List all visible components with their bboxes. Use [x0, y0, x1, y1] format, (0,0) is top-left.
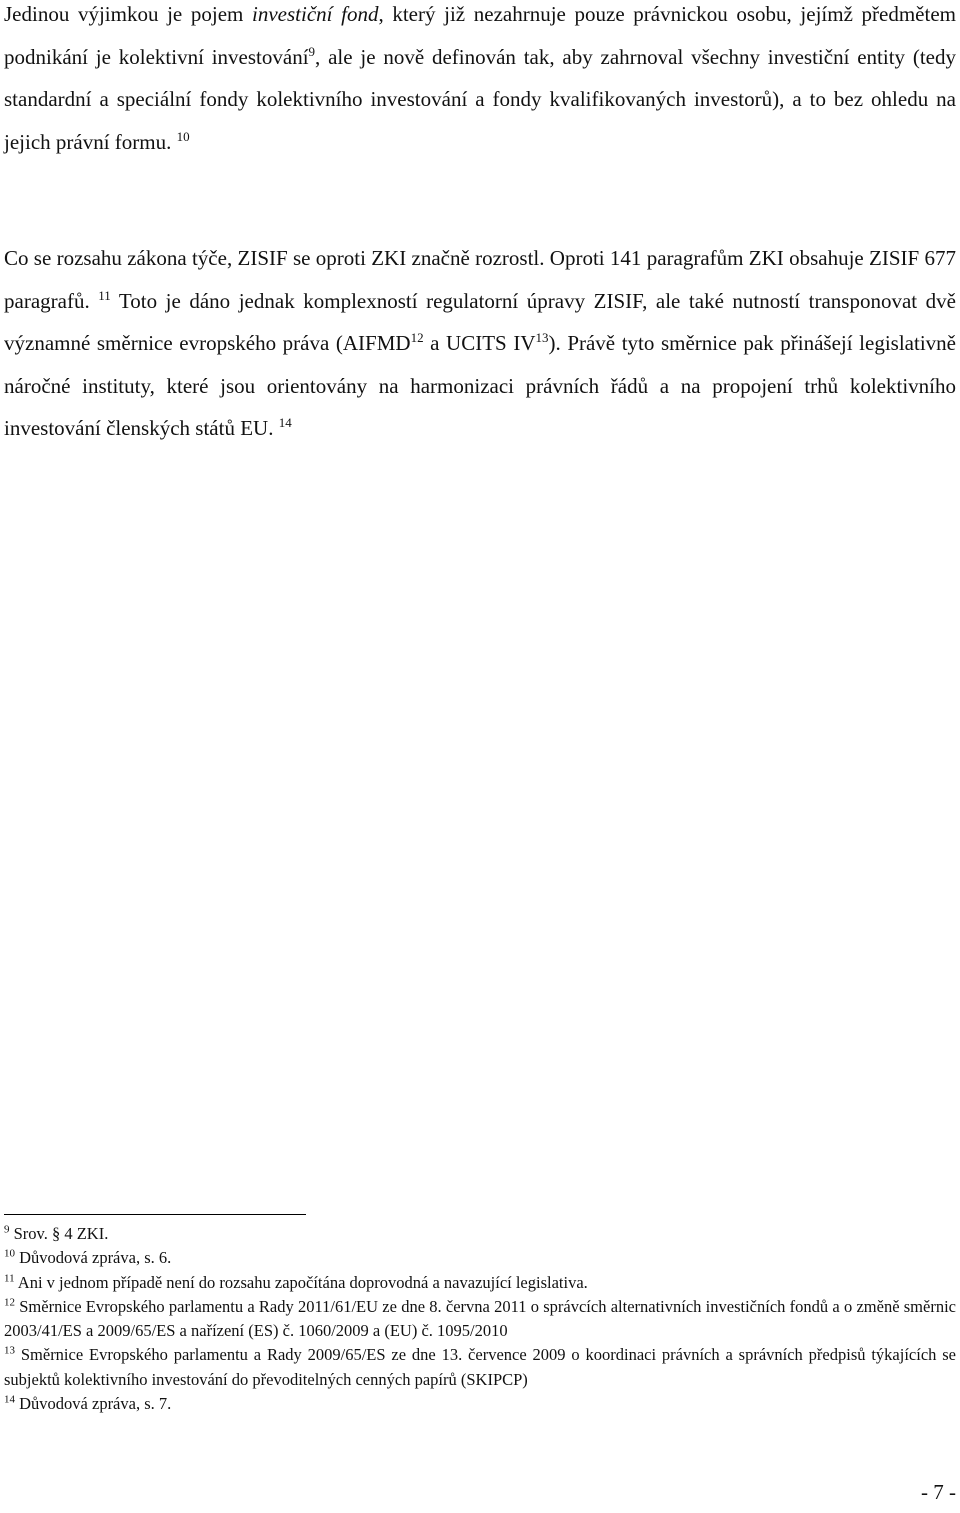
footnote-13 — [4, 1343, 956, 1392]
body-paragraph-1 — [4, 0, 956, 163]
page-number: - 7 - — [921, 1480, 956, 1504]
footnote-text: Důvodová zpráva, s. 7. — [15, 1394, 172, 1414]
paragraph-text: , ale je nově definován tak, aby zahrnoval všechny investiční entity (tedy standardní a speciální fondy kolektivního investování a fondy kvalifikovaných investorů), a to bez ohledu na jejich právní formu. — [4, 44, 956, 154]
footnote-text: Směrnice Evropského parlamentu a Rady 2011/61/EU ze dne 8. června 2011 o správcích alternativních investičních fondů a o změně směrnic 2003/41/ES a 2009/65/ES a nařízení (ES) č. 1060/2009 a (EU) č. 1095/2010 — [4, 1296, 956, 1341]
paragraph-text: , který již nezahrnuje pouze právnickou osobu, jejímž předmětem podnikání je kolektivní investování — [4, 2, 956, 69]
paragraph-text: Toto je dáno jednak komplexností regulatorní úpravy ZISIF, ale také nutností transponovat dvě významné směrnice evropského práva (AIFMD — [4, 288, 956, 355]
body-paragraph-2 — [4, 237, 956, 450]
footnote-number: 13 — [4, 1344, 15, 1357]
footnote-separator — [4, 1214, 306, 1215]
footnote-reference: 12 — [410, 330, 424, 345]
paragraph-text: a UCITS IV — [423, 331, 536, 355]
paragraph-text: Jedinou výjimkou je pojem — [4, 2, 253, 26]
footnote-number: 9 — [4, 1223, 10, 1236]
footnote-reference: 11 — [98, 287, 111, 303]
footnotes — [4, 1222, 956, 1416]
footnote-9 — [4, 1222, 956, 1246]
footnote-number: 10 — [4, 1247, 15, 1260]
footnote-12 — [4, 1295, 956, 1344]
footnote-reference: 10 — [176, 128, 190, 144]
footnote-text: Ani v jednom případě není do rozsahu započítána doprovodná a navazující legislativa. — [14, 1272, 588, 1292]
footnote-text: Důvodová zpráva, s. 6. — [15, 1248, 172, 1268]
footnote-10 — [4, 1246, 956, 1270]
footnote-reference: 9 — [308, 43, 316, 59]
footnote-11 — [4, 1271, 956, 1295]
footnote-reference: 13 — [535, 330, 549, 345]
footnote-text: Směrnice Evropského parlamentu a Rady 2009/65/ES ze dne 13. července 2009 o koordinaci právních a správních předpisů týkajících se subjektů kolektivního investování do převoditelných cenných papírů (SKIPCP) — [4, 1345, 956, 1389]
paragraph-text: ). Právě tyto směrnice pak přinášejí legislativně náročné instituty, které jsou orientovány na harmonizaci právních řádů a na propojení trhů kolektivního investování členských států EU. — [4, 331, 956, 440]
paragraph-text: investiční fond — [252, 2, 379, 26]
footnote-14 — [4, 1392, 956, 1416]
footnote-text: Srov. § 4 ZKI. — [9, 1224, 109, 1243]
footnote-reference: 14 — [278, 415, 292, 430]
footnote-number: 11 — [4, 1272, 15, 1285]
footnote-number: 12 — [4, 1296, 15, 1309]
footnote-number: 14 — [4, 1393, 15, 1406]
paragraph-text: Co se rozsahu zákona týče, ZISIF se oproti ZKI značně rozrostl. Oproti 141 paragrafům ZKI obsahuje ZISIF 677 paragrafů. — [4, 246, 956, 313]
